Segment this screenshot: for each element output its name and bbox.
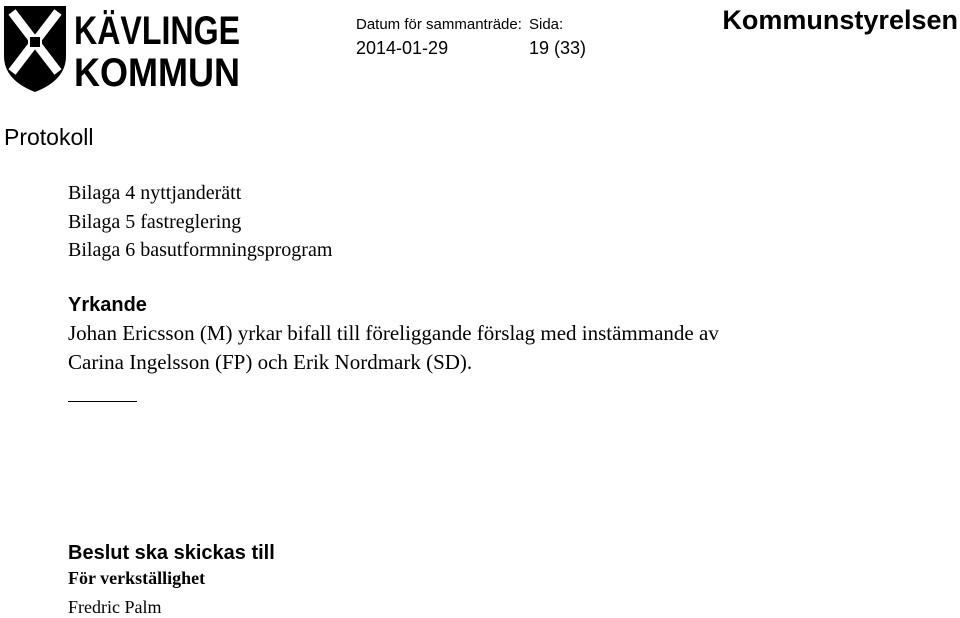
attachment-item: Bilaga 5 fastreglering	[68, 211, 242, 233]
kavlinge-kommun-logo	[2, 4, 242, 95]
meeting-date-value: 2014-01-29	[356, 38, 449, 58]
distribution-heading: Beslut ska skickas till	[68, 542, 275, 564]
yrkande-text-line: Johan Ericsson (M) yrkar bifall till föreliggande förslag med instämmande av	[68, 321, 719, 345]
shield-icon	[4, 6, 66, 92]
meeting-date-label: Datum för sammanträde:	[356, 16, 522, 33]
section-separator	[68, 401, 137, 402]
page-number-value: 19 (33)	[529, 38, 587, 58]
yrkande-text-line: Carina Ingelsson (FP) och Erik Nordmark (SD).	[68, 350, 473, 374]
attachment-item: Bilaga 6 basutformningsprogram	[68, 239, 333, 261]
page-label: Sida:	[529, 16, 564, 33]
distribution-subheading: För verkställighet	[68, 568, 206, 588]
attachment-item: Bilaga 4 nyttjanderätt	[68, 182, 242, 204]
document-type-title: Protokoll	[4, 124, 94, 150]
yrkande-heading: Yrkande	[68, 294, 147, 316]
organization-name: Kommunstyrelsen	[722, 5, 958, 35]
logo-wordmark-line1: KÄVLINGE	[74, 9, 240, 53]
distribution-recipient: Fredric Palm	[68, 597, 162, 617]
logo-wordmark-line2: KOMMUN	[74, 51, 240, 95]
